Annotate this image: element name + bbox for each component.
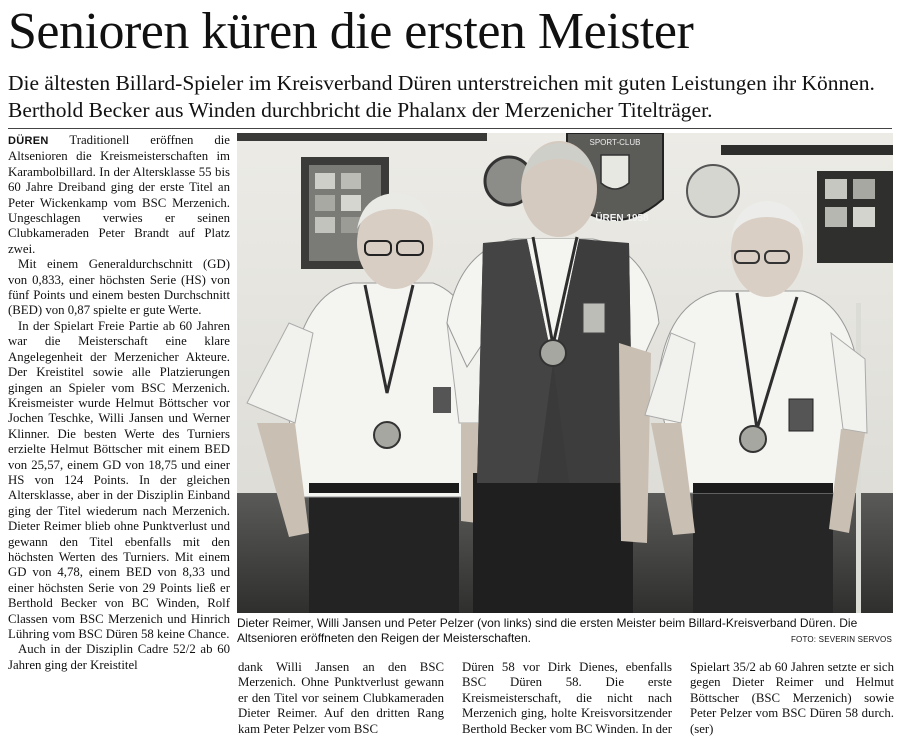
dateline: DÜREN [8, 135, 49, 147]
shelf [237, 133, 487, 141]
article-headline: Senioren küren die ersten Meister [8, 3, 694, 60]
article-paragraph-4: Auch in der Disziplin Cadre 52/2 ab 60 Jahren ging der Kreistitel [8, 642, 230, 672]
divider-rule [8, 128, 892, 129]
medal [540, 340, 566, 366]
article-column-bottom-2 [462, 660, 672, 746]
medal [374, 422, 400, 448]
club-badge [433, 387, 451, 413]
article-paragraph-2: Mit einem Generaldurchschnitt (GD) von 0,833, einer höchsten Serie (HS) von fünf Points und einem besten Durchschnitt (BED) von 0,87 spielte er gute Werte. [8, 257, 230, 318]
author-tag: (ser) [690, 721, 714, 736]
article-paragraph-3: In der Spielart Freie Partie ab 60 Jahren war die Meisterschaft eine klare Angelegenheit der Merzenicher Akteure. Der Kreistitel sowie alle Platzierungen gingen an Spieler vom BSC Merzenich. Kreismeister wurde Helmut Böttscher vor Jochen Teschke, Willi Jansen und Werner Klinner. Die besten Werte des Turniers erzielte Helmut Böttscher mit einem BED von 25,57, einem GD von 18,75 und einer HS von 124 Points. In der gleichen Altersklasse, aber in der Disziplin Einband ging der Titel wiederum nach Merzenich. Dieter Reimer blieb ohne Punktverlust und gewann den Titel ebenfalls mit den höchsten Werten des Turniers. Mit einem GD von 4,78, einem BED von 8,33 und einer höchsten Serie von 29 Points ließ er Berthold Becker von BC Winden, Rolf Classen vom BSC Merzenich und Hinrich Lühring vom BSC Düren 58 keine Chance. [8, 318, 230, 641]
club-sign-top-text: SPORT-CLUB [589, 138, 641, 147]
plate-decoration [687, 165, 739, 217]
article-photo [237, 133, 893, 613]
club-badge [583, 303, 605, 333]
club-badge [789, 399, 813, 431]
club-sign-bottom-text: ÜREN 1958 [595, 213, 649, 224]
shelf [721, 145, 893, 155]
article-paragraph-1 [8, 133, 230, 257]
photo-illustration [237, 133, 893, 613]
medal [740, 426, 766, 452]
bottom-column-3-paragraph [690, 660, 894, 737]
paragraph-1-text: Traditionell eröffnen die Altsenioren die Kreismeisterschaften im Karambolbillard. In der Altersklasse 55 bis 60 Jahre Dreiband ging der erste Titel an Peter Wickenkamp vom BSC Merzenich. Ungeschlagen verwies er seinen Clubkameraden Peter Brandt auf Platz zwei. [8, 133, 230, 256]
photo-credit: FOTO: SEVERIN SERVOS [790, 635, 892, 644]
article-column-left [8, 133, 230, 745]
article-column-bottom-3 [690, 660, 894, 746]
article-column-bottom-1 [238, 660, 444, 746]
bottom-column-2-text: Düren 58 vor Dirk Dienes, ebenfalls BSC Düren 58. Die erste Kreismeisterschaft, die nicht nach Merzenich ging, holte Kreisvorsitzender Berthold Becker vom BC Winden. In der [462, 660, 672, 736]
photo-caption: Dieter Reimer, Willi Jansen und Peter Pelzer (von links) sind die ersten Meister beim Billard-Kreisverband Düren. Die Altsenioren eröffneten den Reigen der Meisterschaften. [237, 616, 858, 645]
article-subhead: Die ältesten Billard-Spieler im Kreisverband Düren unterstreichen mit guten Leistungen ihr Können. Berthold Becker aus Winden durchbricht die Phalanx der Merzenicher Titelträger. [8, 71, 875, 122]
bottom-column-1-text: dank Willi Jansen an den BSC Merzenich. Ohne Punktverlust gewann er den Titel vor seinem Clubkameraden Dieter Reimer. Auf den dritten Rang kam Peter Pelzer vom BSC [238, 660, 444, 736]
bottom-column-3-text: Spielart 35/2 ab 60 Jahren setzte er sich gegen Dieter Reimer und Helmut Böttscher (BSC Merzenich) sowie Peter Pelzer vom BSC Düren 58 durch. [690, 660, 894, 721]
